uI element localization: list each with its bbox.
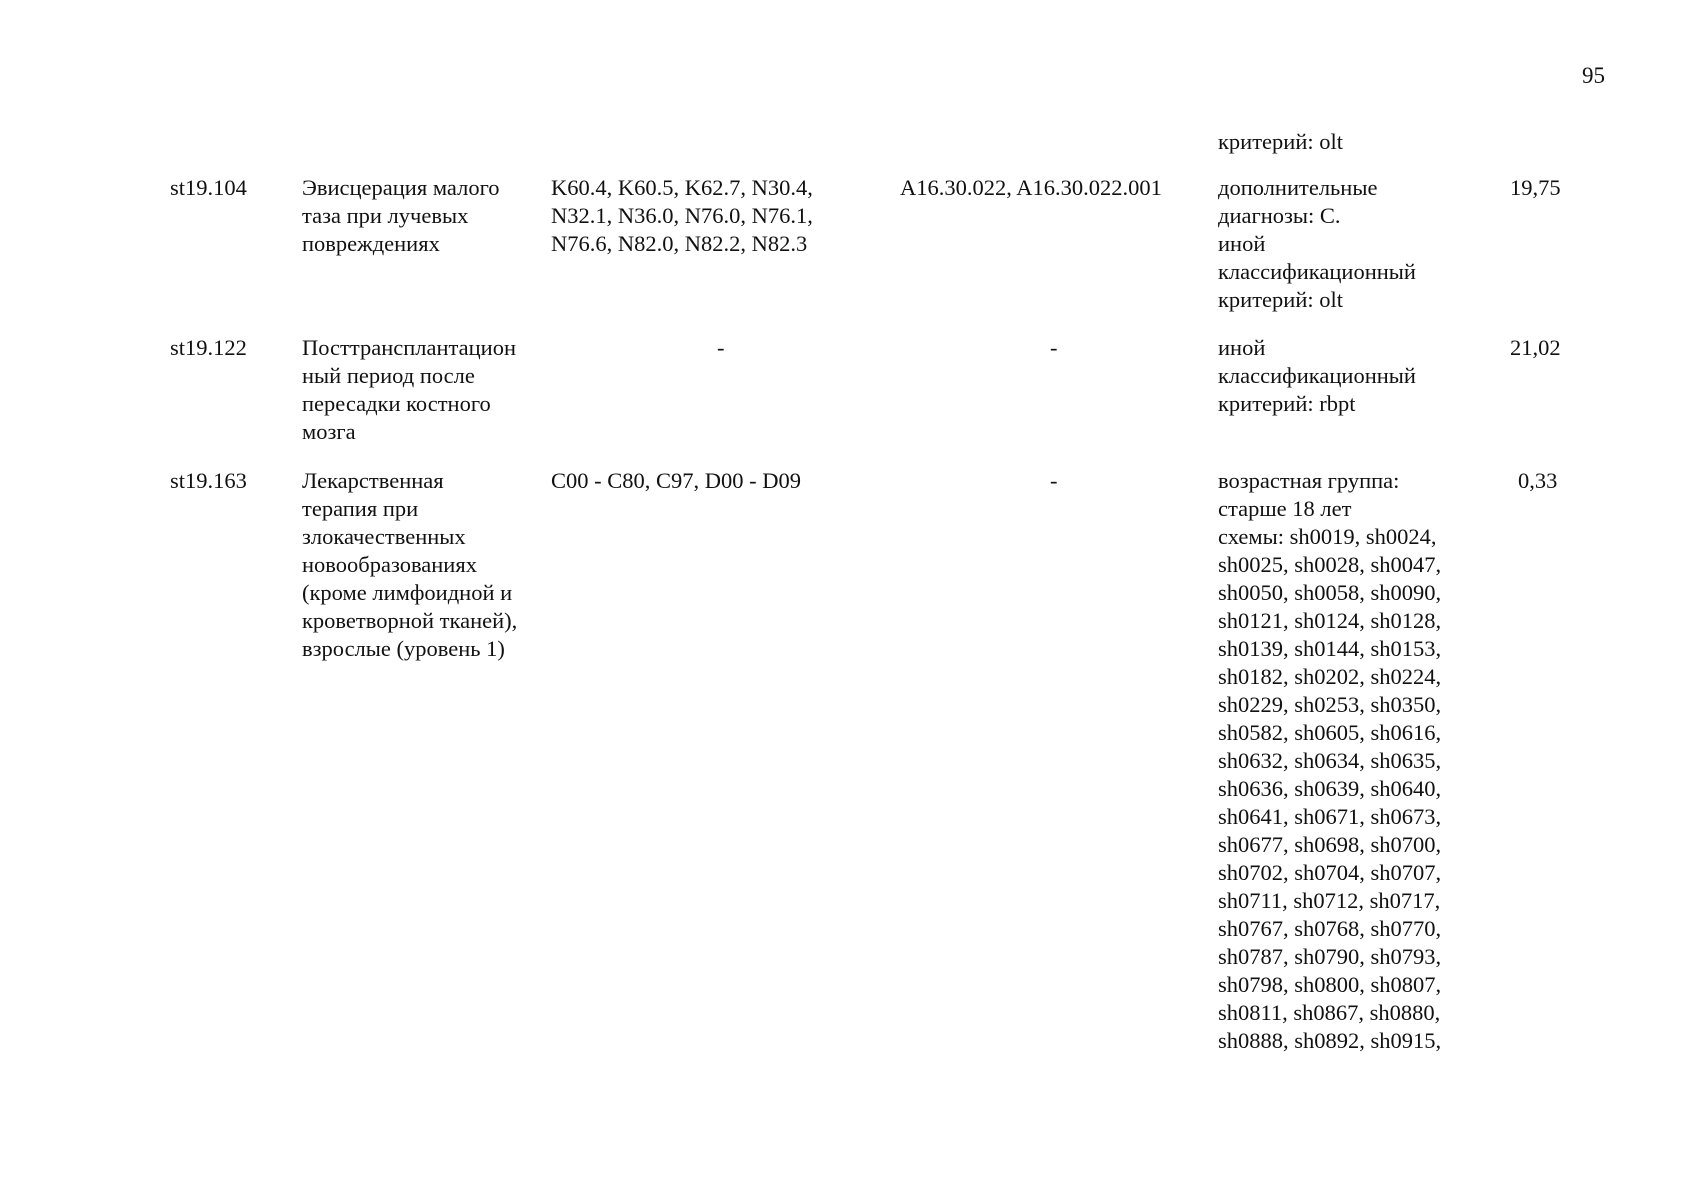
- carry-over-criteria: критерий: olt: [1218, 129, 1344, 154]
- row-criteria: иной классификационный критерий: rbpt: [1218, 335, 1416, 416]
- row-coefficient: 21,02: [1510, 335, 1561, 360]
- row-criteria: дополнительные диагнозы: C. иной классификационный критерий: olt: [1218, 175, 1416, 312]
- row-diagnoses: K60.4, K60.5, K62.7, N30.4, N32.1, N36.0, N76.0, N76.1, N76.6, N82.0, N82.2, N82.3: [551, 175, 813, 256]
- row-code: st19.104: [170, 175, 247, 200]
- row-name: Лекарственная терапия при злокачественных новообразованиях (кроме лимфоидной и кроветворной тканей), взрослые (уровень 1): [302, 468, 518, 661]
- row-diagnoses: C00 - C80, C97, D00 - D09: [551, 468, 802, 493]
- row-criteria: возрастная группа: старше 18 лет схемы: sh0019, sh0024, sh0025, sh0028, sh0047, sh0050, sh0058, sh0090, sh0121, sh0124, sh0128, sh0139, sh0144, sh0153, sh0182, sh0202, sh0224, sh0229, sh0253, sh0350, sh0582, sh0605, sh0616, sh0632, sh0634, sh0635, sh0636, sh0639, sh0640, sh0641, sh0671, sh0673, sh0677, sh0698, sh0700, sh0702, sh0704, sh0707, sh0711, sh0712, sh0717, sh0767, sh0768, sh0770, sh0787, sh0790, sh0793, sh0798, sh0800, sh0807, sh0811, sh0867, sh0880, sh0888, sh0892, sh0915,: [1218, 468, 1442, 1053]
- row-coefficient: 0,33: [1518, 468, 1558, 493]
- row-code: st19.163: [170, 468, 247, 493]
- row-name: Эвисцерация малого таза при лучевых повреждениях: [302, 175, 500, 256]
- row-services: A16.30.022, A16.30.022.001: [900, 175, 1162, 200]
- row-diagnoses: -: [717, 335, 725, 360]
- row-coefficient: 19,75: [1510, 175, 1561, 200]
- row-services: -: [1050, 468, 1058, 493]
- page-number: 95: [1582, 63, 1605, 88]
- row-name: Посттрансплантацион ный период после пересадки костного мозга: [302, 335, 517, 444]
- row-code: st19.122: [170, 335, 247, 360]
- row-services: -: [1050, 335, 1058, 360]
